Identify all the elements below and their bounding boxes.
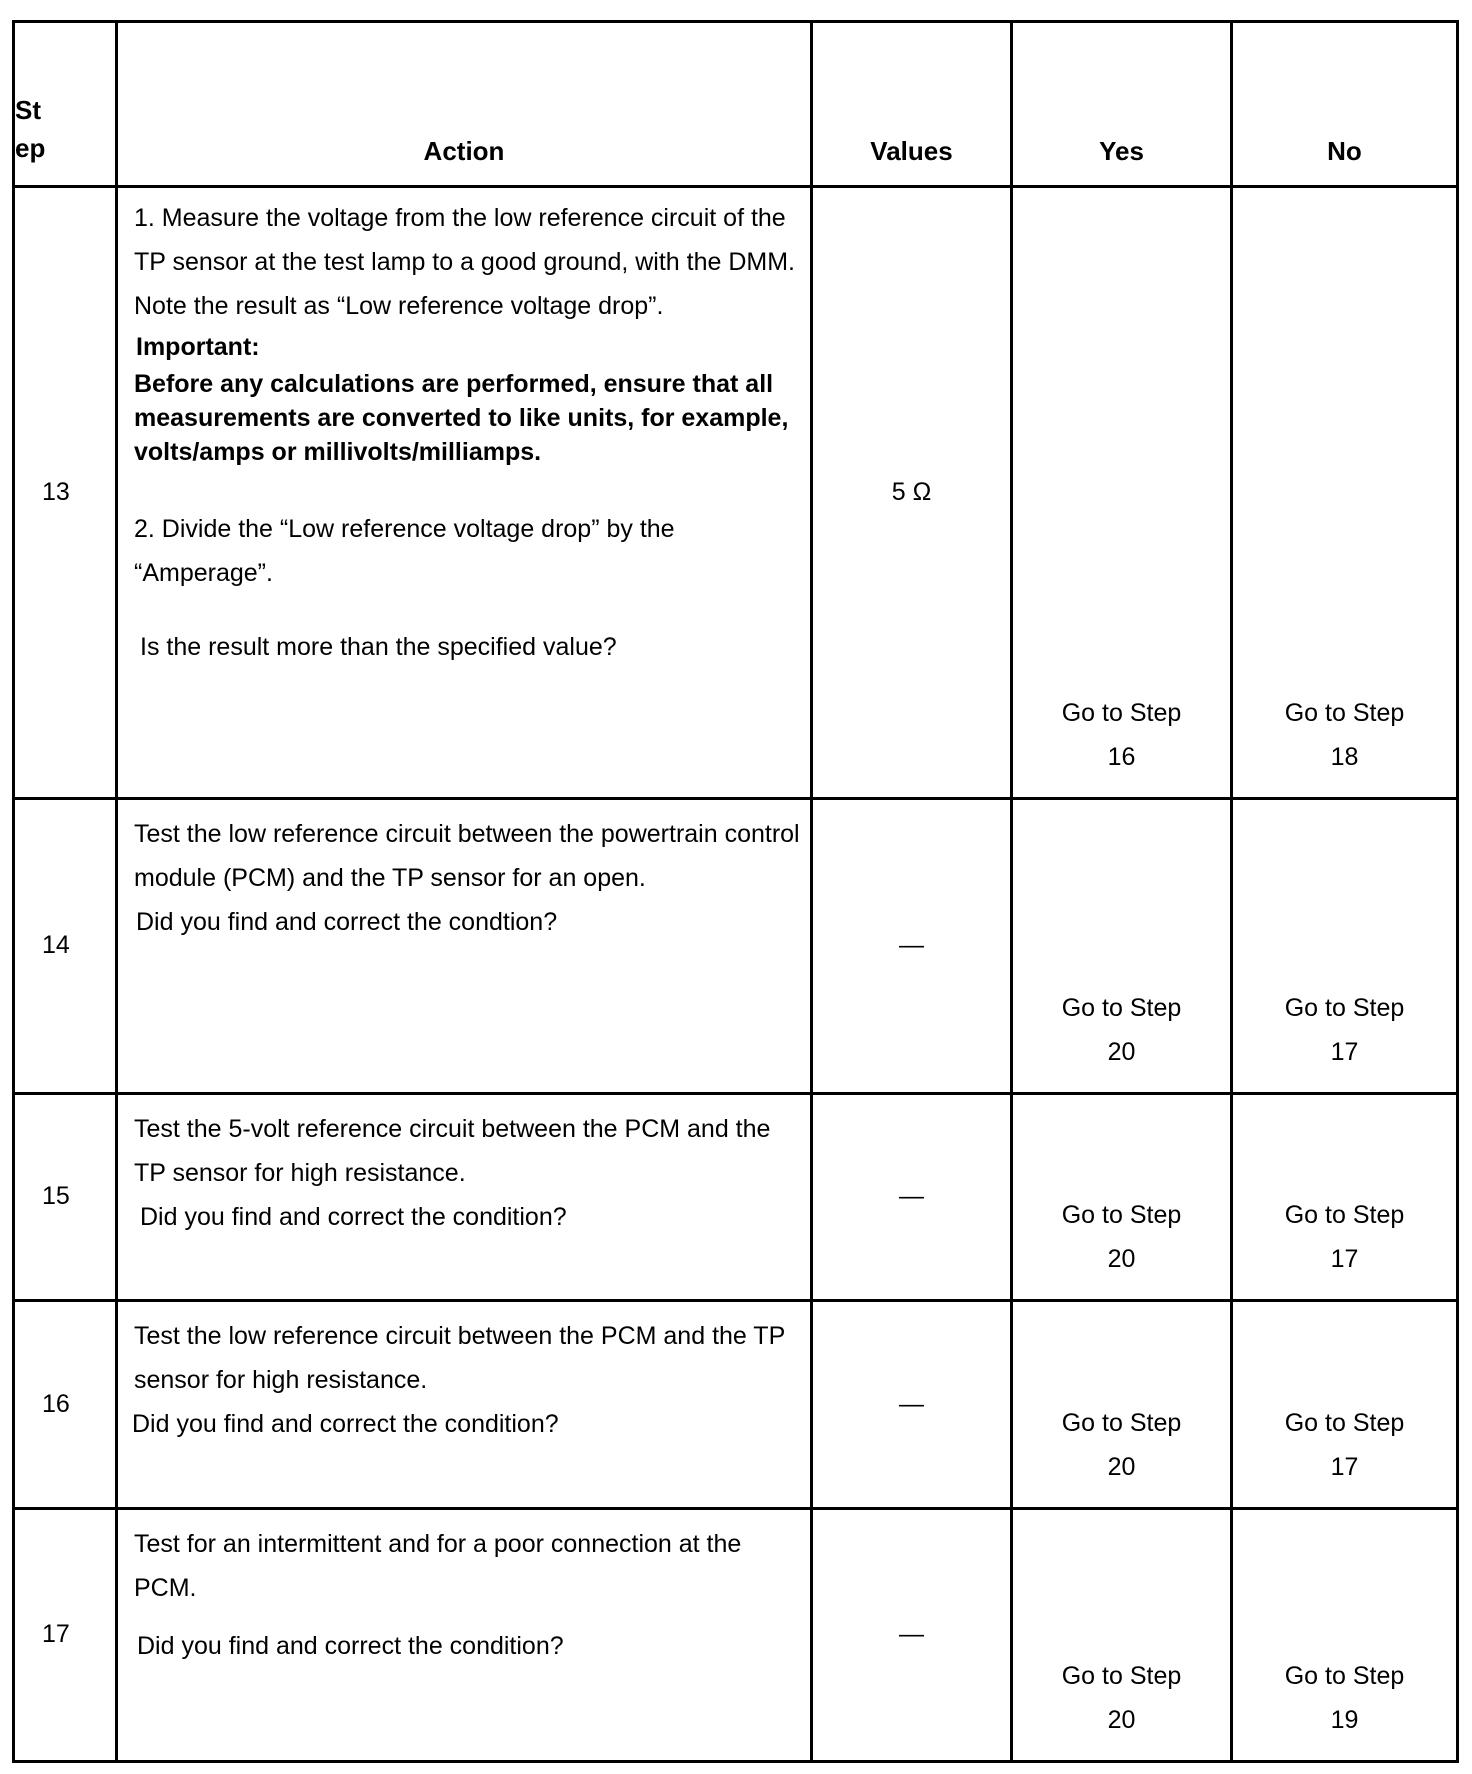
no-go-to-step: Go to Step 19 — [1284, 1662, 1405, 1734]
action-item-1: 1. Measure the voltage from the low reference circuit of the TP sensor at the test lamp to a good ground, with the DMM. Note the result as “Low reference voltage drop”. — [134, 203, 795, 320]
value-cell: — — [812, 1508, 1012, 1761]
yes-go-to-step: Go to Step 20 — [1061, 1408, 1182, 1481]
step-number: 13 — [14, 186, 117, 798]
yes-cell — [1012, 1508, 1232, 1761]
header-step-label: St ep — [15, 94, 46, 163]
table-row-step-14 — [14, 798, 1458, 1093]
action-cell — [117, 1093, 812, 1300]
yes-cell — [1012, 1301, 1232, 1508]
step-number: 15 — [14, 1093, 117, 1300]
header-yes: Yes — [1012, 22, 1232, 187]
no-cell — [1232, 1508, 1458, 1761]
value-cell: — — [812, 1093, 1012, 1300]
action-item-2: 2. Divide the “Low reference voltage drop” by the “Amperage”. — [134, 514, 675, 587]
step-number: 14 — [14, 798, 117, 1093]
action-question: Is the result more than the specified value? — [140, 632, 617, 661]
no-go-to-step: Go to Step 17 — [1284, 993, 1405, 1066]
yes-cell — [1012, 186, 1232, 798]
action-text: Test the low reference circuit between the PCM and the TP sensor for high resistance. — [134, 1322, 785, 1395]
header-action: Action — [117, 22, 812, 187]
important-label: Important: — [136, 332, 260, 361]
action-text: Test the low reference circuit between the powertrain control module (PCM) and the TP sensor for an open. — [134, 819, 800, 892]
action-cell — [117, 798, 812, 1093]
no-cell — [1232, 1301, 1458, 1508]
no-go-to-step: Go to Step 17 — [1284, 1408, 1405, 1481]
header-no: No — [1232, 22, 1458, 187]
action-cell — [117, 1301, 812, 1508]
yes-go-to-step: Go to Step 16 — [1061, 698, 1182, 771]
yes-go-to-step: Go to Step 20 — [1061, 993, 1182, 1066]
diagnostic-steps-table — [12, 20, 1459, 1763]
yes-go-to-step: Go to Step 20 — [1061, 1201, 1182, 1274]
value-cell: 5 Ω — [812, 186, 1012, 798]
action-question: Did you find and correct the condition? — [137, 1631, 564, 1660]
no-cell — [1232, 1093, 1458, 1300]
header-values: Values — [812, 22, 1012, 187]
yes-cell — [1012, 1093, 1232, 1300]
important-text: Before any calculations are performed, ensure that all measurements are converted to like units, for example, volts/amps or millivolts/milliamps. — [134, 369, 789, 466]
yes-go-to-step: Go to Step 20 — [1061, 1662, 1182, 1734]
no-go-to-step: Go to Step 18 — [1284, 698, 1405, 771]
yes-cell — [1012, 798, 1232, 1093]
action-question: Did you find and correct the condition? — [132, 1410, 559, 1439]
action-cell — [117, 1508, 812, 1761]
step-number: 16 — [14, 1301, 117, 1508]
table-row-step-16 — [14, 1301, 1458, 1508]
header-row — [14, 22, 1458, 187]
step-number: 17 — [14, 1508, 117, 1761]
table-row-step-17 — [14, 1508, 1458, 1761]
no-cell — [1232, 186, 1458, 798]
table-row-step-13 — [14, 186, 1458, 798]
action-question: Did you find and correct the condtion? — [136, 907, 558, 936]
value-cell: — — [812, 1301, 1012, 1508]
value-cell: — — [812, 798, 1012, 1093]
table-row-step-15 — [14, 1093, 1458, 1300]
action-cell — [117, 186, 812, 798]
action-question: Did you find and correct the condition? — [140, 1202, 567, 1231]
no-go-to-step: Go to Step 17 — [1284, 1201, 1405, 1274]
header-step — [14, 22, 117, 187]
action-text: Test for an intermittent and for a poor connection at the PCM. — [134, 1529, 742, 1602]
action-text: Test the 5-volt reference circuit between the PCM and the TP sensor for high resistance. — [134, 1114, 771, 1187]
no-cell — [1232, 798, 1458, 1093]
